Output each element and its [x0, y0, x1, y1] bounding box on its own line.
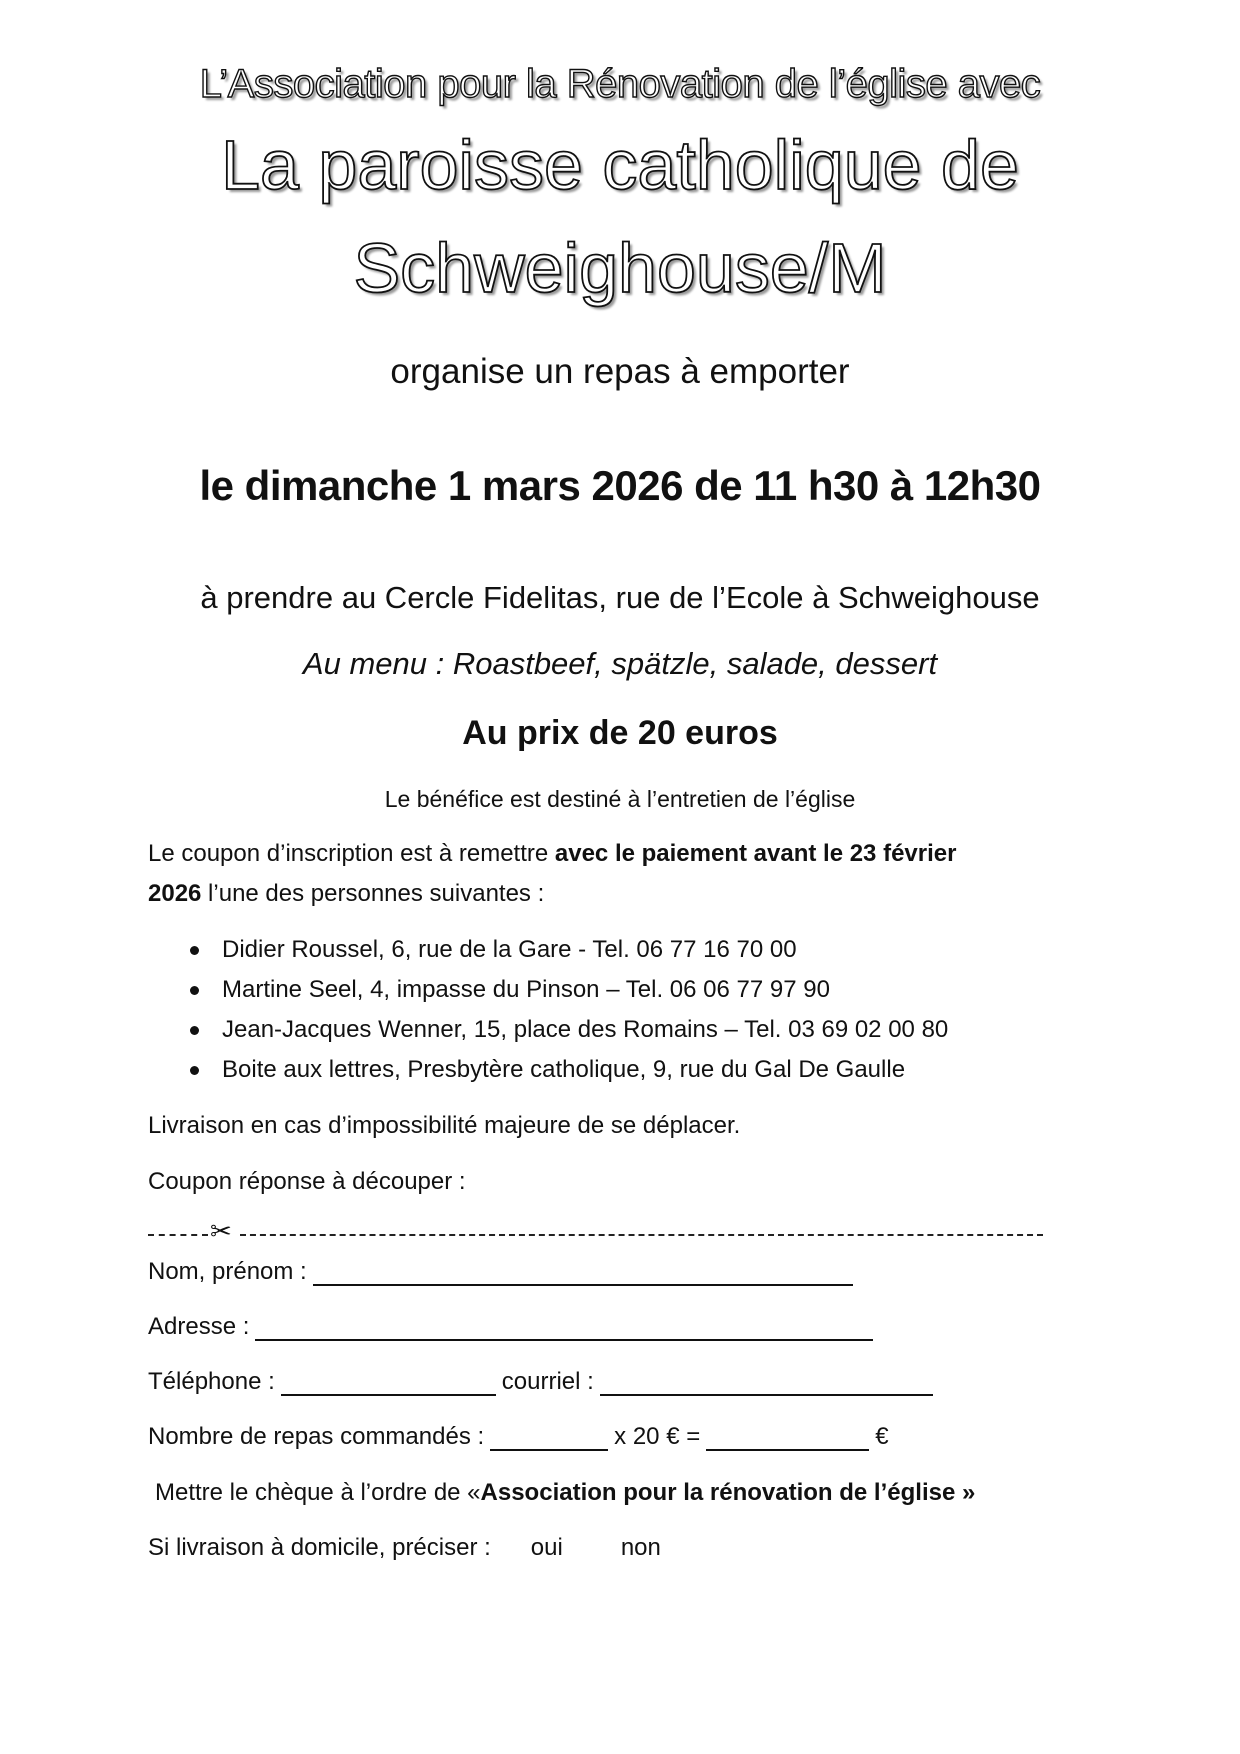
name-label: Nom, prénom :: [148, 1258, 307, 1285]
address-label: Adresse :: [148, 1313, 250, 1340]
coupon-instructions-line1: [148, 840, 956, 868]
contact-text: Didier Roussel, 6, rue de la Gare - Tel. 06 77 16 70 00: [222, 936, 797, 963]
option-no[interactable]: non: [620, 1534, 661, 1561]
meals-count-field[interactable]: [490, 1429, 608, 1451]
bullet-icon: [190, 1026, 199, 1035]
coupon-heading: Coupon réponse à découper :: [148, 1168, 466, 1195]
name-field[interactable]: [313, 1264, 853, 1286]
list-item: [190, 1015, 948, 1055]
header-parish: La paroisse catholique de: [221, 126, 1019, 204]
currency-symbol: €: [875, 1423, 889, 1450]
list-item: [190, 975, 948, 1015]
meals-label: Nombre de repas commandés :: [148, 1423, 485, 1450]
cut-line: [148, 1216, 1043, 1246]
delivery-label: Si livraison à domicile, préciser :: [148, 1534, 491, 1561]
contact-text: Jean-Jacques Wenner, 15, place des Romains – Tel. 03 69 02 00 80: [222, 1016, 949, 1043]
bullet-icon: [190, 946, 199, 955]
dashed-line: [240, 1234, 1043, 1236]
contact-list: [190, 935, 948, 1095]
option-yes[interactable]: oui: [530, 1534, 563, 1561]
intro-text: organise un repas à emporter: [390, 352, 850, 391]
menu-text: Au menu : Roastbeef, spätzle, salade, dessert: [302, 646, 938, 681]
contact-text: Martine Seel, 4, impasse du Pinson – Tel. 06 06 77 97 90: [222, 976, 830, 1003]
benefit-text: Le bénéfice est destiné à l’entretien de l’église: [384, 786, 856, 812]
meals-total-field[interactable]: [706, 1429, 869, 1451]
bullet-icon: [190, 986, 199, 995]
form-address-row: [148, 1313, 879, 1341]
form-cheque-row: [155, 1479, 975, 1507]
event-date: le dimanche 1 mars 2026 de 11 h30 à 12h30: [199, 462, 1041, 509]
list-item: [190, 935, 948, 975]
cheque-prefix: Mettre le chèque à l’ordre de «: [155, 1479, 481, 1506]
email-label: courriel :: [501, 1368, 594, 1395]
form-name-row: [148, 1258, 859, 1286]
form-meals-row: [148, 1423, 889, 1451]
header-association: L’Association pour la Rénovation de l’église avec: [199, 62, 1041, 106]
phone-label: Téléphone :: [148, 1368, 275, 1395]
price-text: Au prix de 20 euros: [462, 714, 778, 752]
instructions-text-end: l’une des personnes suivantes :: [201, 880, 545, 907]
form-delivery-row: [148, 1534, 661, 1562]
bullet-icon: [190, 1066, 199, 1075]
email-field[interactable]: [600, 1374, 933, 1396]
cheque-payee: Association pour la rénovation de l’église »: [480, 1479, 976, 1506]
dashed-line: [148, 1234, 208, 1236]
phone-field[interactable]: [281, 1374, 496, 1396]
contact-text: Boite aux lettres, Presbytère catholique, 9, rue du Gal De Gaulle: [222, 1056, 906, 1083]
scissors-icon: ✂: [210, 1216, 232, 1246]
delivery-note: Livraison en cas d’impossibilité majeure de se déplacer.: [148, 1112, 741, 1139]
header-town: Schweighouse/M: [353, 229, 887, 307]
instructions-deadline: avec le paiement avant le 23 février: [554, 840, 957, 867]
instructions-deadline-year: 2026: [148, 880, 202, 907]
pickup-location: à prendre au Cercle Fidelitas, rue de l’Ecole à Schweighouse: [200, 580, 1040, 615]
instructions-text: Le coupon d’inscription est à remettre: [148, 840, 555, 867]
list-item: [190, 1055, 948, 1095]
address-field[interactable]: [255, 1319, 873, 1341]
form-contact-row: [148, 1368, 939, 1396]
coupon-instructions-line2: [148, 880, 544, 908]
meals-multiplier: x 20 € =: [614, 1423, 701, 1450]
